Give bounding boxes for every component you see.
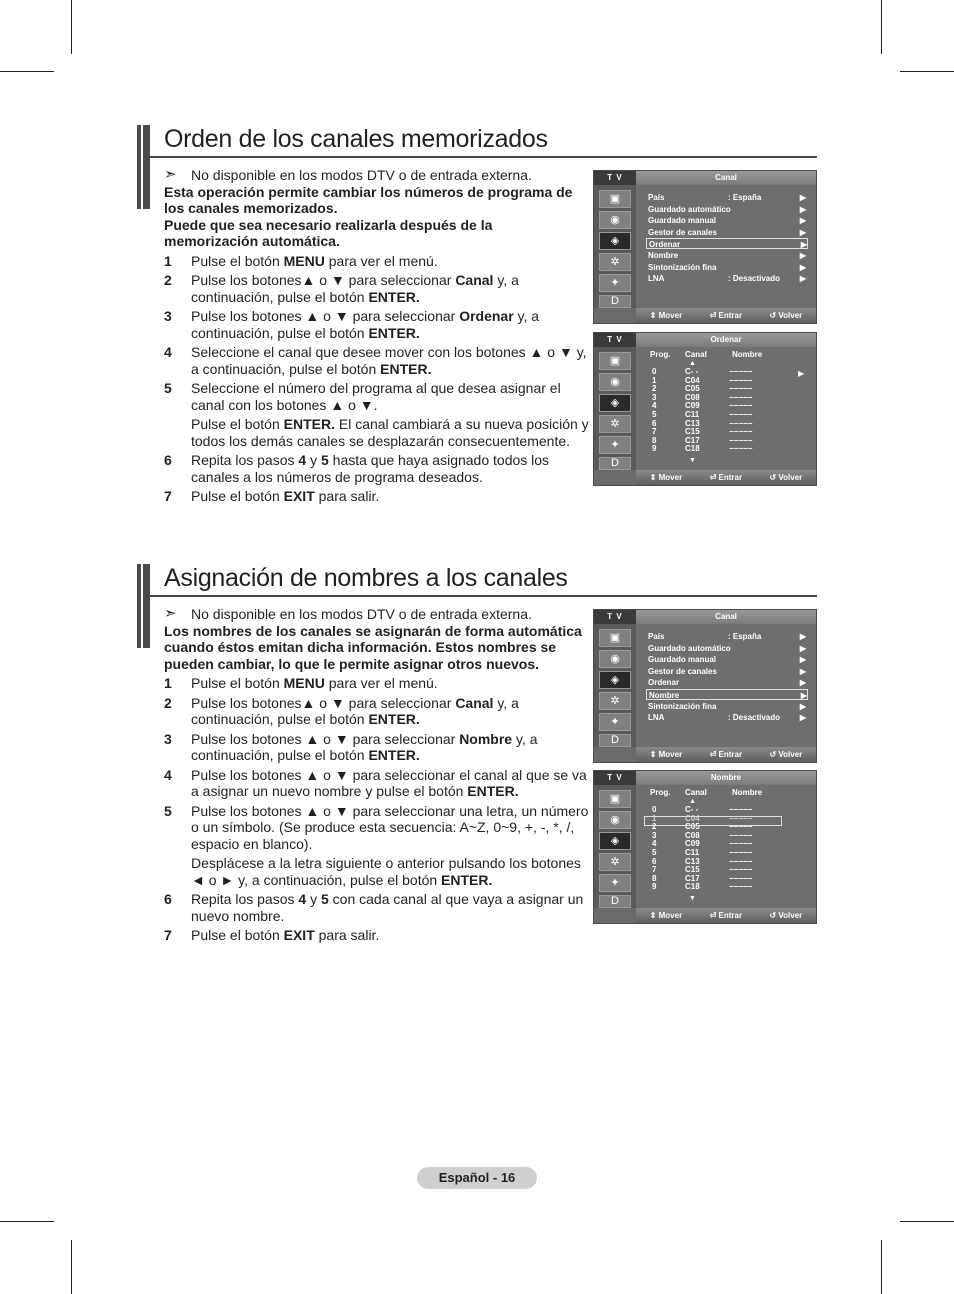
picture-icon: ▣ [599, 190, 631, 208]
digital-icon: D [599, 457, 631, 470]
menu-item-label: LNA [648, 274, 665, 284]
channel-code: C- - [685, 805, 699, 814]
tv-label: T V [594, 333, 636, 347]
down-arrow-icon: ▼ [689, 457, 696, 464]
col-prog: Prog. [650, 788, 671, 797]
channel-name: −−−−− [729, 839, 753, 849]
submenu-arrow-icon: ▶ [799, 678, 806, 688]
crop-mark [0, 1221, 54, 1222]
menu-item[interactable] [648, 215, 806, 226]
section-bar [137, 125, 150, 209]
crop-mark [71, 0, 72, 54]
channel-code: C05 [685, 822, 700, 832]
step-item [164, 380, 589, 413]
channel-name: −−−−− [729, 822, 753, 832]
channel-name: −−−−− [729, 392, 753, 402]
step-item [164, 695, 589, 728]
prog-number: 1 [652, 375, 657, 385]
menu-item-label: Sintonización fina [648, 262, 717, 272]
channel-name: −−−−− [729, 418, 753, 428]
crop-mark [881, 0, 882, 54]
menu-footer [636, 908, 816, 923]
section-bar [137, 564, 150, 648]
step-number: 7 [164, 488, 172, 504]
menu-item[interactable] [648, 654, 806, 665]
section-rule [150, 156, 817, 158]
menu-item[interactable] [648, 227, 806, 238]
prog-number: 2 [652, 384, 657, 394]
menu-item-label: Guardado manual [648, 655, 717, 665]
menu-item-label: Sintonización fina [648, 701, 717, 711]
note-text: No disponible en los modos DTV o de entrada externa. [191, 606, 532, 622]
channel-code: C08 [685, 392, 700, 402]
menu-sidebar [594, 624, 636, 747]
step-number: 7 [164, 927, 172, 943]
menu-item[interactable] [646, 689, 808, 700]
step-extra-text: Desplácese a la letra siguiente o anterior pulsando los botones ◄ o ► y, a continuación, pulse el botón ENTER. [191, 855, 581, 888]
menu-title: Nombre [636, 771, 816, 785]
channel-code: C09 [685, 401, 700, 411]
step-number: 1 [164, 252, 172, 269]
submenu-arrow-icon: ▶ [799, 701, 806, 711]
prog-number: 8 [652, 873, 657, 883]
channel-row[interactable] [648, 875, 808, 884]
crop-mark [0, 71, 54, 72]
digital-icon: D [599, 734, 631, 747]
channel-name: −−−−− [729, 401, 753, 411]
channel-code: C08 [685, 830, 700, 840]
menu-item-label: Guardado automático [648, 204, 731, 214]
menu-item-label: Ordenar [648, 678, 680, 688]
tv-menu-ordenar [593, 332, 817, 486]
sound-icon: ◉ [599, 373, 631, 391]
input-icon: ✦ [599, 874, 631, 892]
step-text: Seleccione el número del programa al que desea asignar el canal con los botones ▲ o ▼. [191, 380, 561, 413]
submenu-arrow-icon: ▶ [799, 204, 806, 214]
prog-number: 9 [652, 882, 657, 892]
prog-number: 4 [652, 401, 657, 411]
channel-row[interactable] [648, 402, 808, 411]
channel-row[interactable] [648, 368, 808, 377]
channel-row[interactable] [648, 849, 808, 858]
crop-mark [900, 71, 954, 72]
prog-number: 1 [652, 813, 657, 823]
menu-item-label: Nombre [648, 251, 679, 260]
menu-item-value: : Desactivado [728, 713, 781, 723]
menu-title: Canal [636, 610, 816, 624]
menu-footer [636, 308, 816, 323]
menu-item[interactable] [648, 666, 806, 677]
step-text: Pulse los botones ▲ o ▼ para seleccionar Nombre y, a continuación, pulse el botón ENTER. [191, 730, 538, 763]
menu-item[interactable] [648, 192, 806, 203]
prog-number: 5 [652, 847, 657, 857]
picture-icon: ▣ [599, 629, 631, 647]
prog-number: 7 [652, 865, 657, 875]
channel-row[interactable] [648, 420, 808, 429]
step-text: Pulse el botón EXIT para salir. [191, 927, 380, 943]
enter-hint: ⏎ Entrar [709, 911, 743, 920]
channel-code: C13 [685, 418, 700, 428]
step-text: Pulse el botón EXIT para salir. [191, 488, 380, 504]
input-icon: ✦ [599, 436, 631, 454]
channel-name: −−−−− [729, 830, 753, 840]
setup-icon: ✲ [599, 692, 631, 710]
move-hint: ⇕ Mover [649, 311, 683, 320]
pointer-arrow-icon: ➣ [164, 605, 177, 622]
picture-icon: ▣ [599, 790, 631, 808]
step-number: 1 [164, 675, 172, 691]
crop-mark [881, 1240, 882, 1294]
step-text: Pulse los botones ▲ o ▼ para seleccionar el canal al que se va a asignar un nuevo nombre y pulse el botón ENTER. [191, 766, 587, 799]
instructions-sort [164, 167, 589, 505]
channel-name: −−−−− [729, 427, 753, 437]
channel-row[interactable] [648, 883, 808, 892]
note [164, 167, 589, 184]
pointer-arrow-icon: ➣ [164, 166, 177, 183]
submenu-arrow-icon: ▶ [799, 274, 806, 284]
submenu-arrow-icon: ▶ [799, 227, 806, 237]
col-nombre: Nombre [732, 788, 763, 797]
step-number: 3 [164, 730, 172, 747]
channel-row[interactable] [648, 377, 808, 386]
prog-number: 5 [652, 409, 657, 419]
step-number: 2 [164, 272, 172, 288]
section-title: Orden de los canales memorizados [164, 125, 548, 153]
col-nombre: Nombre [732, 350, 763, 359]
menu-item[interactable] [648, 250, 806, 261]
input-icon: ✦ [599, 274, 631, 292]
channel-name: −−−−− [729, 409, 753, 419]
channel-icon: ◈ [599, 832, 631, 850]
channel-name: −−−−− [729, 856, 753, 866]
step-item [164, 767, 589, 800]
channel-code: C17 [685, 435, 700, 445]
menu-title: Ordenar [636, 333, 816, 347]
steps-list [164, 253, 589, 505]
enter-hint: ⏎ Entrar [709, 311, 743, 320]
step-item [164, 308, 589, 341]
menu-item-label: Gestor de canales [648, 227, 717, 237]
down-arrow-icon: ▼ [689, 895, 696, 902]
channel-code: C18 [685, 444, 700, 454]
step-number: 3 [164, 308, 172, 324]
channel-row[interactable] [648, 437, 808, 446]
col-prog: Prog. [650, 350, 671, 359]
menu-footer [636, 470, 816, 485]
intro-text: Los nombres de los canales se asignarán de forma automática cuando éstos emitan dicha información. Estos nombres se pueden cambiar, lo que le permite asignar otros nuevos. [164, 622, 582, 672]
prog-number: 0 [652, 805, 657, 814]
enter-hint: ⏎ Entrar [709, 473, 743, 482]
prog-number: 0 [652, 367, 657, 376]
channel-code: C- - [685, 367, 699, 376]
menu-sidebar [594, 185, 636, 308]
menu-item[interactable] [648, 677, 806, 688]
back-hint: ↺ Volver [769, 911, 803, 920]
menu-item-label: Guardado manual [648, 216, 717, 226]
note [164, 606, 589, 623]
step-item [164, 803, 589, 853]
digital-icon: D [599, 895, 631, 908]
prog-number: 7 [652, 427, 657, 437]
channel-code: C05 [685, 384, 700, 394]
step-number: 5 [164, 380, 172, 396]
channel-row[interactable] [648, 858, 808, 867]
channel-name: −−−−− [729, 873, 753, 883]
channel-code: C18 [685, 882, 700, 892]
channel-code: C13 [685, 856, 700, 866]
prog-number: 6 [652, 418, 657, 428]
step-item [164, 731, 589, 764]
right-arrow-icon: ▶ [798, 369, 805, 378]
intro-text: Esta operación permite cambiar los números de programa de los canales memorizados. Puede que sea necesario realizarla después de la memorización automática. [164, 183, 573, 249]
channel-name: −−−−− [729, 384, 753, 394]
submenu-arrow-icon: ▶ [799, 216, 806, 226]
selection-box [644, 813, 782, 826]
channel-list-panel [636, 785, 816, 908]
channel-row[interactable] [648, 385, 808, 394]
step-number: 2 [164, 694, 172, 711]
channel-name: −−−−− [729, 865, 753, 875]
prog-number: 3 [652, 392, 657, 402]
menu-item-label: LNA [648, 713, 665, 723]
submenu-arrow-icon: ▶ [799, 193, 806, 202]
up-arrow-icon: ▲ [689, 360, 696, 367]
channel-row[interactable] [648, 840, 808, 849]
setup-icon: ✲ [599, 853, 631, 871]
menu-item[interactable] [648, 204, 806, 215]
channel-icon: ◈ [599, 671, 631, 689]
channel-row[interactable] [648, 832, 808, 841]
menu-sidebar [594, 785, 636, 908]
menu-item[interactable] [648, 643, 806, 654]
menu-item-value: : Desactivado [728, 274, 781, 284]
channel-list-panel [636, 347, 816, 470]
step-text: Repita los pasos 4 y 5 hasta que haya asignado todos los canales a los números de programa deseados. [191, 452, 550, 485]
tv-menu-canal-nombre [593, 609, 817, 763]
step-item [164, 488, 589, 505]
channel-name: −−−−− [729, 813, 753, 823]
channel-code: C17 [685, 873, 700, 883]
picture-icon: ▣ [599, 352, 631, 370]
menu-item-value: : España [728, 193, 762, 202]
menu-title: Canal [636, 171, 816, 185]
menu-list [636, 624, 816, 747]
channel-icon: ◈ [599, 394, 631, 412]
submenu-arrow-icon: ▶ [799, 643, 806, 653]
menu-item-value: : España [728, 632, 762, 641]
submenu-arrow-icon: ▶ [799, 262, 806, 272]
channel-name: −−−−− [729, 435, 753, 445]
channel-list [648, 368, 808, 454]
menu-item[interactable] [648, 712, 806, 723]
step-extra-text: Pulse el botón ENTER. El canal cambiará a su nueva posición y todos los demás canales se desplazarán consecuentemente. [191, 416, 589, 449]
menu-item[interactable] [646, 238, 808, 249]
channel-row[interactable] [648, 445, 808, 454]
channel-row[interactable] [648, 806, 808, 815]
prog-number: 4 [652, 839, 657, 849]
channel-name: −−−−− [729, 882, 753, 892]
tv-label: T V [594, 610, 636, 624]
crop-mark [71, 1240, 72, 1294]
channel-row[interactable] [648, 394, 808, 403]
submenu-arrow-icon: ▶ [800, 240, 807, 250]
step-text: Pulse el botón MENU para ver el menú. [191, 675, 438, 691]
sound-icon: ◉ [599, 650, 631, 668]
input-icon: ✦ [599, 713, 631, 731]
prog-number: 3 [652, 830, 657, 840]
submenu-arrow-icon: ▶ [799, 632, 806, 641]
channel-name: −−−−− [729, 847, 753, 857]
move-hint: ⇕ Mover [649, 750, 683, 759]
instructions-name [164, 606, 589, 944]
step-item [164, 452, 589, 485]
tv-menu-nombre [593, 770, 817, 924]
step-item [164, 927, 589, 944]
menu-footer [636, 747, 816, 762]
move-hint: ⇕ Mover [649, 911, 683, 920]
step-number: 4 [164, 344, 172, 360]
menu-sidebar [594, 347, 636, 470]
prog-number: 2 [652, 822, 657, 832]
channel-row[interactable] [648, 428, 808, 437]
step-text: Pulse los botones▲ o ▼ para seleccionar Canal y, a continuación, pulse el botón ENTER. [191, 272, 519, 305]
tv-label: T V [594, 171, 636, 185]
setup-icon: ✲ [599, 415, 631, 433]
channel-code: C09 [685, 839, 700, 849]
menu-item[interactable] [648, 262, 806, 273]
menu-item-label: Ordenar [649, 240, 681, 250]
channel-name: −−−−− [729, 444, 753, 454]
menu-item[interactable] [648, 631, 806, 642]
channel-row[interactable] [648, 411, 808, 420]
step-number: 5 [164, 802, 172, 819]
section-title: Asignación de nombres a los canales [164, 564, 568, 592]
back-hint: ↺ Volver [769, 473, 803, 482]
channel-name: −−−−− [729, 367, 753, 376]
channel-code: C15 [685, 427, 700, 437]
col-canal: Canal [685, 350, 707, 359]
submenu-arrow-icon: ▶ [799, 713, 806, 723]
channel-name: −−−−− [729, 805, 753, 814]
menu-item-label: Guardado automático [648, 643, 731, 653]
step-item [164, 272, 589, 305]
submenu-arrow-icon: ▶ [799, 251, 806, 260]
channel-name: −−−−− [729, 375, 753, 385]
sound-icon: ◉ [599, 811, 631, 829]
up-arrow-icon: ▲ [689, 798, 696, 805]
digital-icon: D [599, 295, 631, 308]
step-number: 6 [164, 452, 172, 468]
note-text: No disponible en los modos DTV o de entrada externa. [191, 167, 532, 183]
step-text: Pulse los botones ▲ o ▼ para seleccionar una letra, un número o un símbolo. (Se produce esta secuencia: A~Z, 0~9, +, -, *, /, espacio en blanco). [191, 802, 589, 852]
channel-code: C04 [685, 813, 700, 823]
step-number: 4 [164, 766, 172, 783]
back-hint: ↺ Volver [769, 750, 803, 759]
menu-item-label: Nombre [649, 691, 680, 700]
enter-hint: ⏎ Entrar [709, 750, 743, 759]
channel-code: C11 [685, 847, 700, 857]
menu-item[interactable] [648, 701, 806, 712]
step-text: Seleccione el canal que desee mover con los botones ▲ o ▼ y, a continuación, pulse el botón ENTER. [191, 344, 587, 377]
channel-icon: ◈ [599, 232, 631, 250]
back-hint: ↺ Volver [769, 311, 803, 320]
submenu-arrow-icon: ▶ [799, 666, 806, 676]
menu-item[interactable] [648, 273, 806, 284]
channel-row[interactable] [648, 866, 808, 875]
col-canal: Canal [685, 788, 707, 797]
submenu-arrow-icon: ▶ [799, 655, 806, 665]
page-number: Español - 16 [417, 1167, 537, 1189]
submenu-arrow-icon: ▶ [800, 691, 807, 700]
menu-item-label: País [648, 632, 665, 641]
step-item [164, 344, 589, 377]
prog-number: 8 [652, 435, 657, 445]
channel-code: C11 [685, 409, 700, 419]
step-text: Pulse los botones▲ o ▼ para seleccionar Canal y, a continuación, pulse el botón ENTER. [191, 694, 519, 727]
menu-item-label: País [648, 193, 665, 202]
step-text: Pulse los botones ▲ o ▼ para seleccionar Ordenar y, a continuación, pulse el botón ENTER. [191, 308, 540, 341]
move-hint: ⇕ Mover [649, 473, 683, 482]
channel-code: C15 [685, 865, 700, 875]
section-rule [150, 595, 817, 597]
tv-menu-canal-ordenar [593, 170, 817, 324]
prog-number: 6 [652, 856, 657, 866]
channel-code: C04 [685, 375, 700, 385]
menu-item-label: Gestor de canales [648, 666, 717, 676]
sound-icon: ◉ [599, 211, 631, 229]
steps-list [164, 675, 589, 944]
menu-list [636, 185, 816, 308]
step-text: Repita los pasos 4 y 5 con cada canal al que vaya a asignar un nuevo nombre. [191, 891, 584, 924]
crop-mark [900, 1221, 954, 1222]
setup-icon: ✲ [599, 253, 631, 271]
step-item [164, 891, 589, 924]
step-text: Pulse el botón MENU para ver el menú. [191, 252, 438, 269]
step-item [164, 253, 589, 270]
prog-number: 9 [652, 444, 657, 454]
step-number: 6 [164, 891, 172, 907]
step-item [164, 675, 589, 692]
tv-label: T V [594, 771, 636, 785]
